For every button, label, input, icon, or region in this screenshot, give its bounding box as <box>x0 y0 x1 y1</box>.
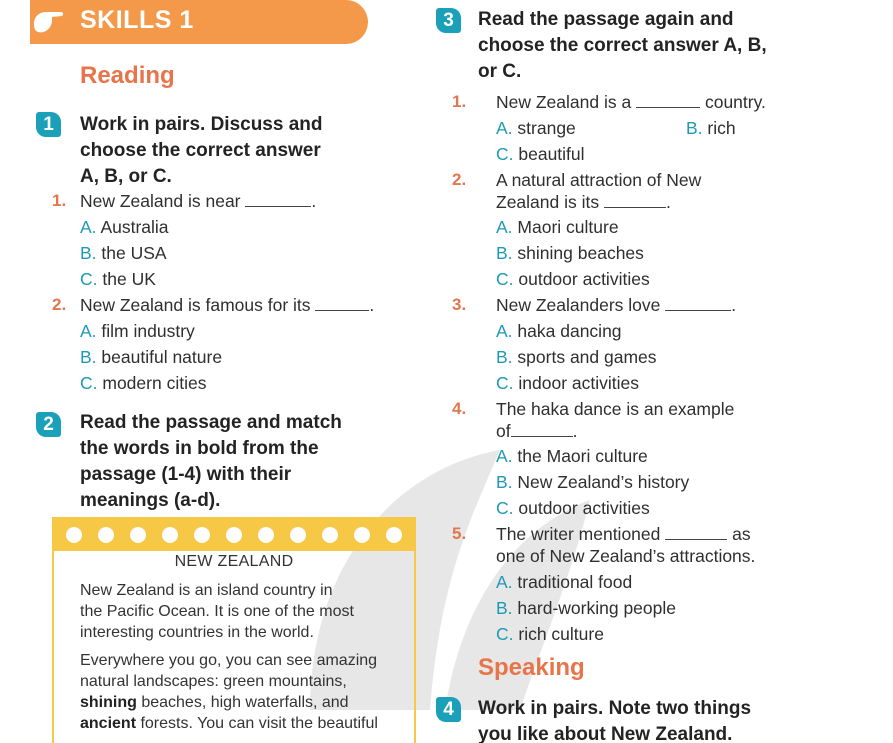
ex3-q4-option-b: B. New Zealand’s history <box>496 472 690 492</box>
ex1-q2-text: New Zealand is famous for its . <box>80 295 375 315</box>
exercise-3-badge: 3 <box>436 8 461 33</box>
ex3-q3-option-b: B. sports and games <box>496 347 657 367</box>
ex3-q2-text-line1: A natural attraction of New <box>496 170 702 190</box>
ex3-q4-text-line2: of . <box>496 421 578 441</box>
ex1-q1-number: 1. <box>52 191 67 210</box>
ex3-q2-option-c: C. outdoor activities <box>496 269 650 289</box>
reading-heading: Reading <box>80 62 175 89</box>
exercise-3-instruction: Read the passage again and choose the correct answer A, B, or C. <box>478 9 767 82</box>
ex1-q2-number: 2. <box>52 295 67 314</box>
ex3-q1-option-a: A. strange <box>496 118 576 138</box>
ex3-q5-text-line2: one of New Zealand’s attractions. <box>496 546 756 566</box>
exercise-2-instruction: Read the passage and match the words in bold from the passage (1-4) with their meanings (a-d). <box>80 412 342 511</box>
exercise-4-instruction: Work in pairs. Note two things you like about New Zealand. <box>478 698 752 743</box>
ex3-q2-text-line2: Zealand is its . <box>496 192 671 212</box>
ex3-q1-number: 1. <box>452 92 467 111</box>
ex1-q1-option-b: B. the USA <box>80 243 167 263</box>
ex1-q1-option-a: A. Australia <box>80 217 169 237</box>
ex1-q2-option-b: B. beautiful nature <box>80 347 223 367</box>
ex1-q2-option-a: A. film industry <box>80 321 195 341</box>
ex3-q1-option-b: B. rich <box>686 118 736 138</box>
ex3-q3-number: 3. <box>452 295 467 314</box>
passage-paragraph-1: New Zealand is an island country in the Pacific Ocean. It is one of the most interesting countries in the world. <box>80 582 354 641</box>
ex1-q2-option-c: C. modern cities <box>80 373 207 393</box>
ex1-q1-option-c: C. the UK <box>80 269 156 289</box>
speaking-heading: Speaking <box>478 654 585 681</box>
ex3-q4-option-c: C. outdoor activities <box>496 498 650 518</box>
ex3-q2-option-b: B. shining beaches <box>496 243 644 263</box>
ex3-q2-number: 2. <box>452 170 467 189</box>
ex3-q2-option-a: A. Maori culture <box>496 217 619 237</box>
exercise-1-badge: 1 <box>36 112 61 137</box>
ex3-q4-number: 4. <box>452 399 467 418</box>
ex3-q5-option-c: C. rich culture <box>496 624 604 644</box>
page-title: SKILLS 1 <box>80 6 194 34</box>
ex3-q4-text-line1: The haka dance is an example <box>496 399 735 419</box>
exercise-1-instruction: Work in pairs. Discuss and choose the correct answer A, B, or C. <box>80 114 323 187</box>
ex3-q5-number: 5. <box>452 524 467 543</box>
passage-header-bar <box>52 517 416 551</box>
ex3-q3-option-c: C. indoor activities <box>496 373 639 393</box>
ex3-q4-option-a: A. the Maori culture <box>496 446 648 466</box>
hand-pointer-icon <box>30 4 66 40</box>
ex1-q1-text: New Zealand is near . <box>80 191 317 211</box>
ex3-q3-text: New Zealanders love . <box>496 295 737 315</box>
ex3-q5-option-b: B. hard-working people <box>496 598 676 618</box>
ex3-q3-option-a: A. haka dancing <box>496 321 622 341</box>
passage-paragraph-2: Everywhere you go, you can see amazing natural landscapes: green mountains, shining beaches, high waterfalls, and ancient forests. You can visit the beautiful <box>80 652 378 732</box>
passage-title: NEW ZEALAND <box>174 553 294 570</box>
ex3-q1-text: New Zealand is a country. <box>496 92 766 112</box>
exercise-2-badge: 2 <box>36 412 61 437</box>
ex3-q5-text-line1: The writer mentioned as <box>496 524 751 544</box>
ex3-q5-option-a: A. traditional food <box>496 572 633 592</box>
ex3-q1-option-c: C. beautiful <box>496 144 585 164</box>
exercise-4-badge: 4 <box>436 697 461 722</box>
